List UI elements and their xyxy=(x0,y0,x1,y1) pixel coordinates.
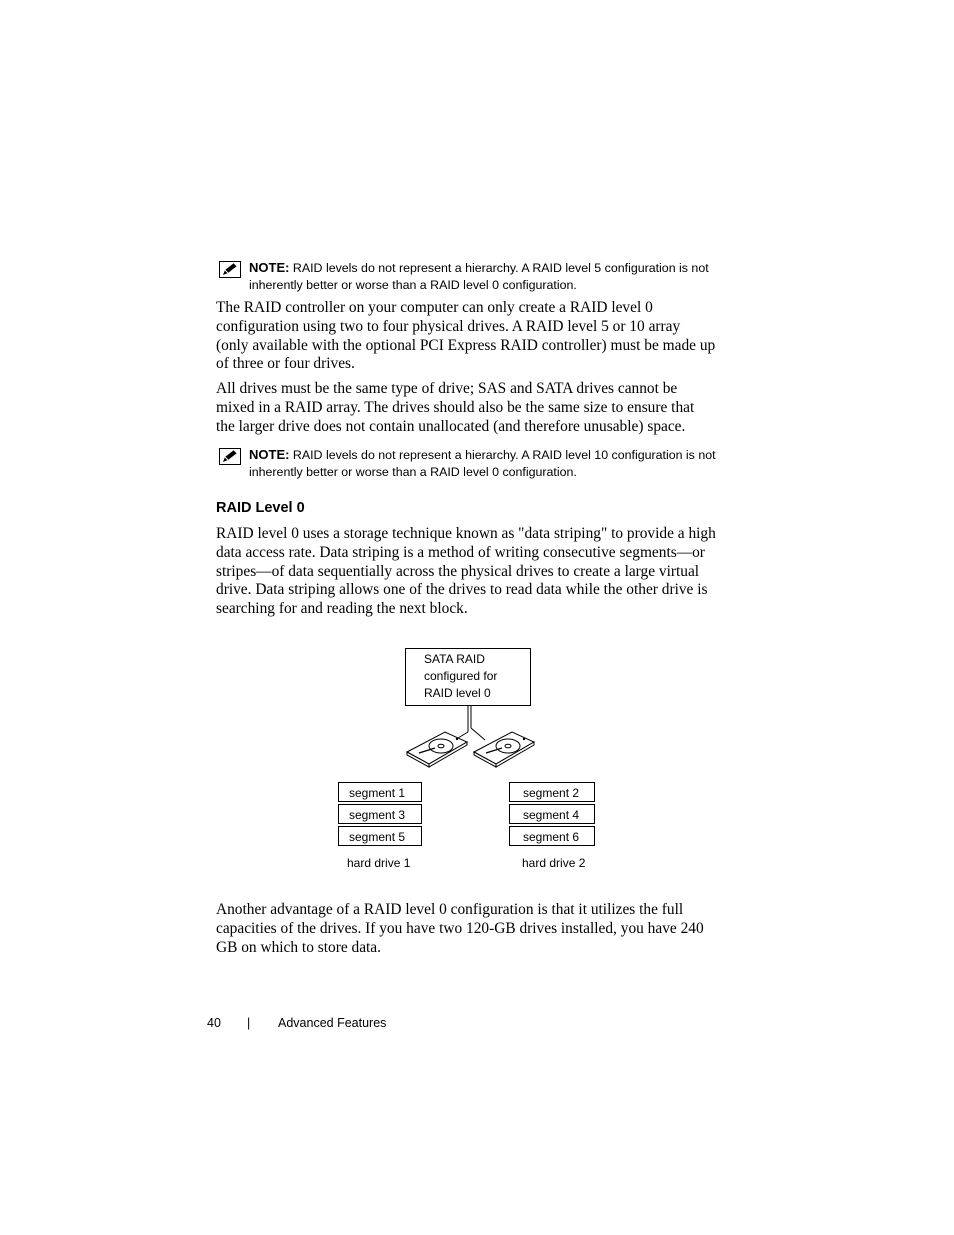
note-pencil-icon xyxy=(219,448,241,465)
paragraph: The RAID controller on your computer can only create a RAID level 0 configuration using two to four physical drives. A RAID level 5 or 10 array (only available with the optional PCI Express RAID controller) must be made up of three or four drives. xyxy=(216,299,716,373)
page-number: 40 xyxy=(207,1016,221,1030)
note-1 xyxy=(216,259,716,294)
paragraph: All drives must be the same type of drive; SAS and SATA drives cannot be mixed in a RAID array. The drives should also be the same size to ensure that the larger drive does not contain unallocated (and therefore unusable) space. xyxy=(216,380,695,435)
segment-cell: segment 5 xyxy=(338,826,422,846)
paragraph: RAID level 0 uses a storage technique known as "data striping" to provide a high data access rate. Data striping is a method of writing consecutive segments—or stripes—of data sequentially across the physical drives to create a large virtual drive. Data striping allows one of the drives to read data while the other drive is searching for and reading the next block. xyxy=(216,525,716,618)
segment-cell: segment 4 xyxy=(509,804,595,824)
note-body: RAID levels do not represent a hierarchy. A RAID level 10 configuration is not inherently better or worse than a RAID level 0 configuration. xyxy=(249,448,716,479)
note-2 xyxy=(216,446,716,481)
note-label: NOTE: xyxy=(249,447,290,462)
raid0-diagram xyxy=(300,640,640,880)
note-body: RAID levels do not represent a hierarchy. A RAID level 5 configuration is not inherently better or worse than a RAID level 0 configuration. xyxy=(249,261,709,292)
drive1-segments xyxy=(338,782,422,848)
note-pencil-icon xyxy=(219,261,241,278)
segment-cell: segment 3 xyxy=(338,804,422,824)
segment-cell: segment 6 xyxy=(509,826,595,846)
note-label: NOTE: xyxy=(249,260,290,275)
footer-section: Advanced Features xyxy=(278,1016,387,1030)
section-heading: RAID Level 0 xyxy=(216,500,305,516)
hard-drive-icon xyxy=(472,728,536,768)
segment-cell: segment 2 xyxy=(509,782,595,802)
connector-lines xyxy=(300,640,640,780)
hard-drive-icon xyxy=(405,728,469,768)
raid-controller-box: SATA RAID configured for RAID level 0 xyxy=(405,648,531,706)
drive2-label: hard drive 2 xyxy=(522,856,586,870)
footer-separator: | xyxy=(247,1016,251,1030)
segment-cell: segment 1 xyxy=(338,782,422,802)
drive1-label: hard drive 1 xyxy=(347,856,411,870)
drive2-segments xyxy=(509,782,595,848)
paragraph: Another advantage of a RAID level 0 configuration is that it utilizes the full capacities of the drives. If you have two 120-GB drives installed, you have 240 GB on which to store data. xyxy=(216,901,704,956)
